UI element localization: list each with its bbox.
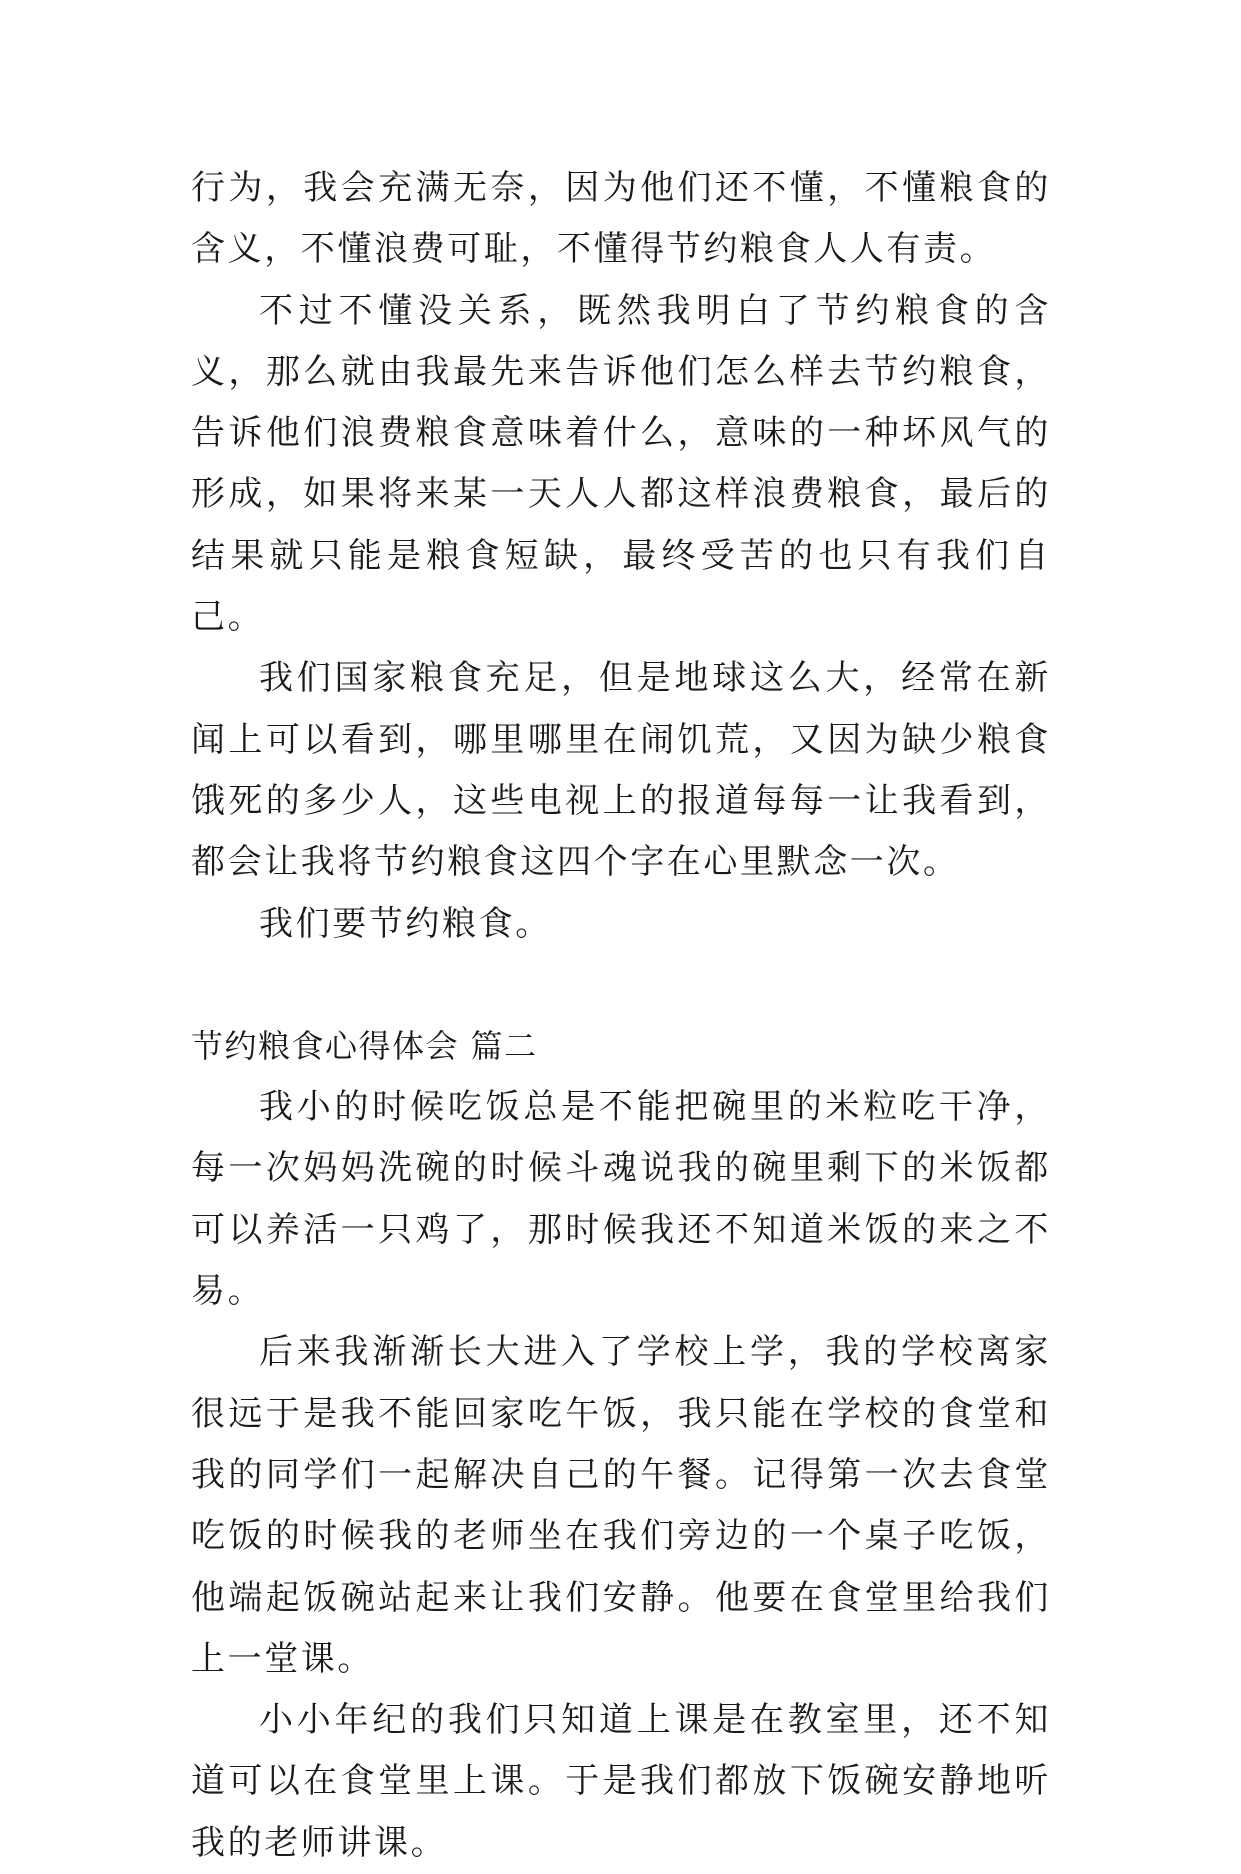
paragraph: 我们要节约粮食。 xyxy=(259,903,552,944)
paragraph: 我小的时候吃饭总是不能把碗里的米粒吃干净，每一次妈妈洗碗的时候斗魂说我的碗里剩下的米饭都可以养活一只鸡了，那时候我还不知道米饭的来之不易。 xyxy=(191,1087,1051,1312)
paragraph: 不过不懂没关系，既然我明白了节约粮食的含义，那么就由我最先来告诉他们怎么样去节约粮食，告诉他们浪费粮食意味着什么，意味的一种坏风气的形成，如果将来某一天人人都这样浪费粮食，最后的结果就只能是粮食短缺，最终受苦的也只有我们自己。 xyxy=(191,290,1051,638)
paragraph: 我们国家粮食充足，但是地球这么大，经常在新闻上可以看到，哪里哪里在闹饥荒，又因为缺少粮食饿死的多少人，这些电视上的报道每每一让我看到，都会让我将节约粮食这四个字在心里默念一次。 xyxy=(191,658,1051,883)
document-body xyxy=(191,158,1051,1874)
section-spacer xyxy=(191,955,1051,1016)
section-heading: 节约粮食心得体会 篇二 xyxy=(191,1026,538,1065)
paragraph: 小小年纪的我们只知道上课是在教室里，还不知道可以在食堂里上课。于是我们都放下饭碗安静地听我的老师讲课。 xyxy=(191,1700,1051,1863)
paragraph: 后来我渐渐长大进入了学校上学，我的学校离家很远于是我不能回家吃午饭，我只能在学校的食堂和我的同学们一起解决自己的午餐。记得第一次去食堂吃饭的时候我的老师坐在我们旁边的一个桌子吃饭，他端起饭碗站起来让我们安静。他要在食堂里给我们上一堂课。 xyxy=(191,1332,1051,1679)
paragraph-continuation: 行为，我会充满无奈，因为他们还不懂，不懂粮食的含义，不懂浪费可耻，不懂得节约粮食人人有责。 xyxy=(191,168,1051,270)
